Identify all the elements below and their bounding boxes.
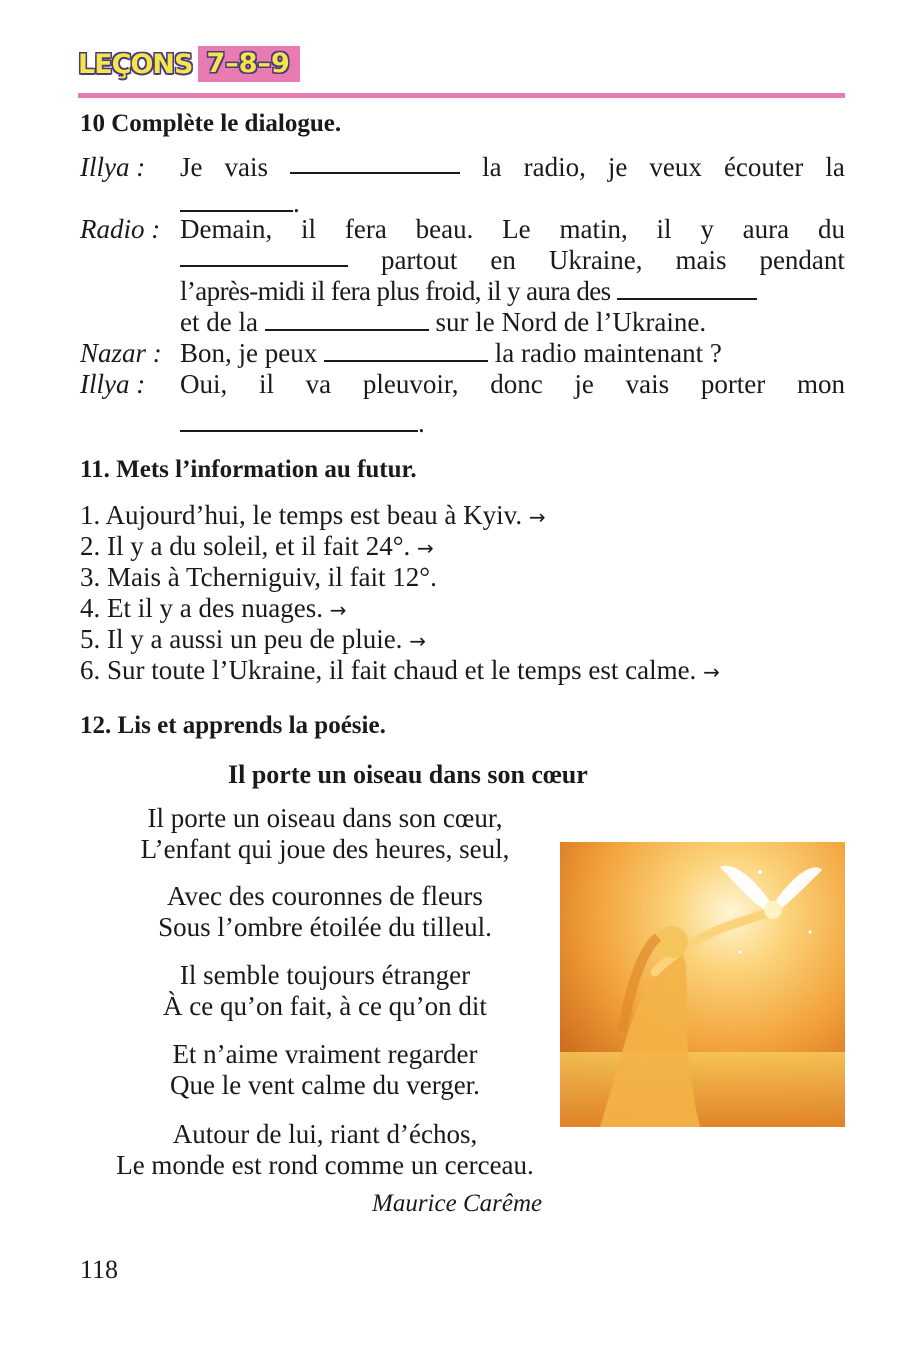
- word: partout: [380, 245, 458, 275]
- dialogue-line-9: [180, 408, 425, 439]
- word: la: [482, 152, 502, 182]
- exercise-12-title: 12. Lis et apprends la poésie.: [80, 712, 386, 739]
- word: il: [656, 214, 672, 244]
- ex11-item-5: [80, 624, 426, 655]
- word: en: [490, 245, 516, 275]
- word: du: [817, 214, 845, 244]
- period: .: [293, 188, 300, 218]
- word: il: [301, 214, 317, 244]
- blank-5[interactable]: [265, 309, 429, 331]
- poem-line: Le monde est rond comme un cerceau.: [116, 1150, 534, 1180]
- item-text: 1. Aujourd’hui, le temps est beau à Kyiv.: [80, 500, 523, 530]
- word: Je: [180, 152, 203, 182]
- word: porter: [700, 369, 766, 399]
- dialogue-line-1: [180, 152, 845, 183]
- poem-line: Sous l’ombre étoilée du tilleul.: [158, 912, 492, 942]
- word: y: [700, 214, 714, 244]
- word: je: [574, 369, 594, 399]
- speaker-nazar: Nazar :: [80, 338, 162, 368]
- blank-1[interactable]: [290, 152, 460, 174]
- header-divider: [78, 93, 845, 98]
- word: fera: [344, 214, 387, 244]
- blank-3[interactable]: [180, 245, 348, 267]
- word: écouter: [723, 152, 804, 182]
- word: je: [607, 152, 628, 182]
- word: aura: [742, 214, 790, 244]
- illustration-girl-with-bird: [560, 842, 845, 1127]
- word: pendant: [759, 245, 845, 275]
- speaker-radio: Radio :: [80, 214, 161, 244]
- item-text: 6. Sur toute l’Ukraine, il fait chaud et le temps est calme.: [80, 655, 697, 685]
- blank-4[interactable]: [617, 278, 757, 300]
- lesson-numbers: 7–8–9: [198, 46, 299, 82]
- word: vais: [224, 152, 269, 182]
- poem-stanza-2: [60, 881, 590, 943]
- poem-line: L’enfant qui joue des heures, seul,: [140, 834, 510, 864]
- ex11-item-1: [80, 500, 546, 531]
- illustration-image: [560, 842, 845, 1127]
- poem-stanza-3: [60, 960, 590, 1022]
- arrow-icon: →: [417, 536, 434, 560]
- lessons-word: LEÇONS: [78, 48, 193, 80]
- word: Le: [502, 214, 531, 244]
- line-text: la radio maintenant ?: [494, 338, 722, 368]
- arrow-icon: →: [329, 598, 347, 622]
- word: il: [258, 369, 274, 399]
- item-text: 2. Il y a du soleil, et il fait 24°.: [80, 531, 411, 561]
- dialogue-line-3: [180, 214, 845, 245]
- dialogue-line-7: [180, 338, 722, 369]
- speaker-illya-2: Illya :: [80, 369, 146, 399]
- word: veux: [649, 152, 702, 182]
- item-text: 4. Et il y a des nuages.: [80, 593, 323, 623]
- lesson-header: [78, 44, 300, 84]
- word: pleuvoir,: [362, 369, 459, 399]
- word: Oui,: [180, 369, 228, 399]
- poem-line: Avec des couronnes de fleurs: [167, 881, 483, 911]
- word: matin,: [559, 214, 628, 244]
- dialogue-line-6: [180, 307, 706, 338]
- word: vais: [625, 369, 670, 399]
- ex11-item-4: [80, 593, 346, 624]
- blank-2[interactable]: [180, 190, 293, 212]
- dialogue-line-4: [180, 245, 845, 276]
- poem-line: Et n’aime vraiment regarder: [172, 1039, 478, 1069]
- line-text: Bon, je peux: [180, 338, 318, 368]
- poem-line: À ce qu’on fait, à ce qu’on dit: [163, 991, 487, 1021]
- word: va: [305, 369, 332, 399]
- poem-stanza-4: [60, 1039, 590, 1101]
- item-text: 3. Mais à Tcherniguiv, il fait 12°.: [80, 562, 437, 592]
- ex11-item-2: [80, 531, 434, 562]
- line-text: et de la: [180, 307, 258, 337]
- line-text: sur le Nord de l’Ukraine.: [435, 307, 707, 337]
- poem-author: Maurice Carême: [372, 1190, 543, 1217]
- poem-line: Il semble toujours étranger: [179, 960, 471, 990]
- ex11-item-3: [80, 562, 437, 593]
- page-number: 118: [80, 1255, 119, 1284]
- word: Ukraine,: [548, 245, 643, 275]
- poem-line: Il porte un oiseau dans son cœur,: [147, 803, 503, 833]
- poem-stanza-1: [60, 803, 590, 865]
- dialogue-line-8: [180, 369, 845, 400]
- exercise-10-title: 10 Complète le dialogue.: [80, 110, 342, 137]
- poem-line: Que le vent calme du verger.: [170, 1070, 480, 1100]
- word: donc: [490, 369, 543, 399]
- word: la: [825, 152, 845, 182]
- arrow-icon: →: [703, 660, 720, 684]
- word: Demain,: [180, 214, 273, 244]
- arrow-icon: →: [409, 629, 426, 653]
- poem-line: Autour de lui, riant d’échos,: [172, 1119, 478, 1149]
- dialogue-line-5: [180, 276, 757, 307]
- item-text: 5. Il y a aussi un peu de pluie.: [80, 624, 403, 654]
- blank-7[interactable]: [180, 410, 418, 432]
- speaker-illya: Illya :: [80, 152, 146, 182]
- poem-stanza-5: [60, 1119, 590, 1181]
- arrow-icon: →: [528, 505, 546, 529]
- word: mon: [796, 369, 845, 399]
- ex11-item-6: [80, 655, 720, 686]
- blank-6[interactable]: [324, 340, 488, 362]
- line-text: l’après-midi il fera plus froid, il y aura des: [180, 276, 611, 306]
- word: mais: [675, 245, 727, 275]
- poem-title: Il porte un oiseau dans son cœur: [228, 760, 588, 789]
- word: radio,: [523, 152, 586, 182]
- period: .: [418, 408, 425, 438]
- word: beau.: [415, 214, 474, 244]
- exercise-11-title: 11. Mets l’information au futur.: [80, 456, 417, 483]
